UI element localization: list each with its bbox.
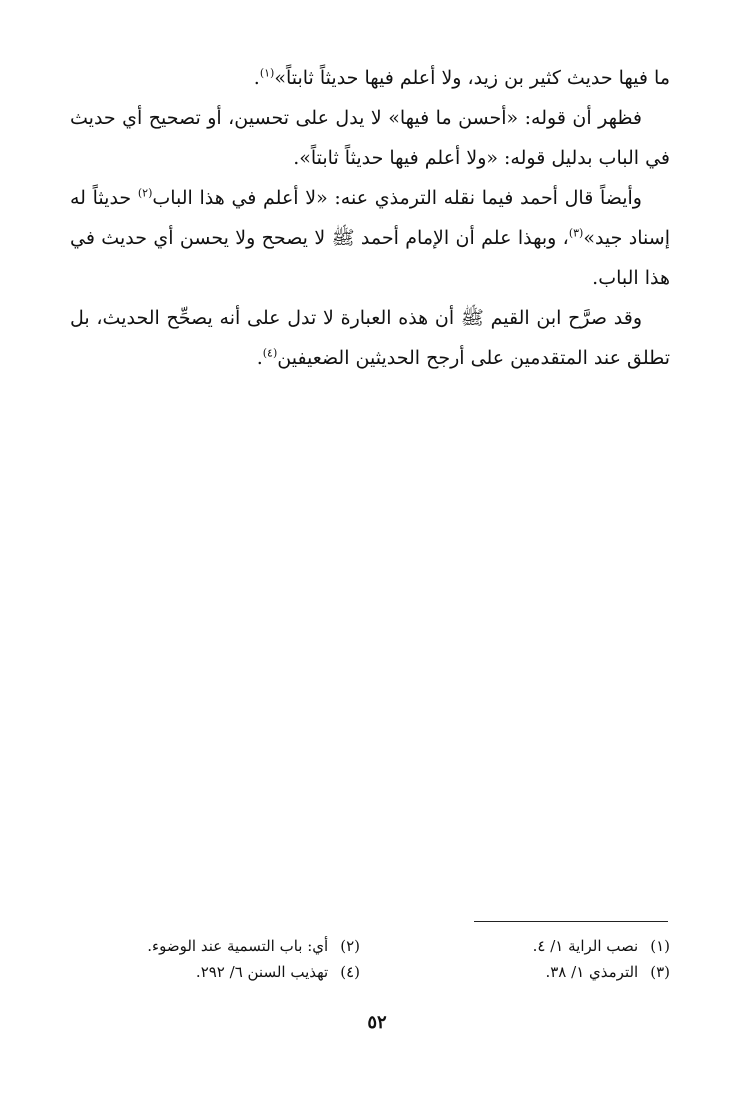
paragraph-3-text-c: ، وبهذا علم أن الإمام أحمد ﷺ لا يصحح ولا يحسن أي حديث في هذا الباب. [70, 227, 670, 289]
paragraph-4 [70, 298, 670, 378]
paragraph-1-end: . [253, 67, 260, 89]
footnote-number: (٤) [340, 963, 360, 981]
footnote-ref-4: (٤) [262, 346, 278, 360]
paragraph-4-end: . [256, 347, 263, 369]
footnote-ref-1: (١) [259, 66, 275, 80]
footnote-2 [147, 936, 360, 956]
page-number: ٥٢ [367, 1012, 387, 1033]
footnote-1 [533, 936, 670, 956]
footnote-text: أي: باب التسمية عند الوضوء. [147, 937, 329, 955]
footnote-separator [474, 921, 668, 922]
footnote-text: تهذيب السنن ٦/ ٢٩٢. [195, 963, 329, 981]
paragraph-2-text: فظهر أن قوله: «أحسن ما فيها» لا يدل على تحسين، أو تصحيح أي حديث في الباب بدليل قوله: «ولا أعلم فيها حديثاً ثابتاً». [70, 107, 670, 169]
paragraph-3-text-b: حديثاً له إسناد جيد» [70, 187, 670, 249]
footnote-number: (٣) [650, 963, 670, 981]
paragraph-3 [70, 178, 670, 298]
footnote-text: نصب الراية ١/ ٤. [532, 937, 639, 955]
footnote-text: الترمذي ١/ ٣٨. [545, 963, 639, 981]
footnote-ref-2: (٢) [137, 186, 153, 200]
paragraph-4-text: وقد صرَّح ابن القيم ﷺ أن هذه العبارة لا تدل على أنه يصحِّح الحديث، بل تطلق عند المتقدمين على أرجح الحديثين الضعيفين [70, 307, 670, 369]
footnote-3 [545, 962, 670, 982]
footnote-4 [196, 962, 360, 982]
paragraph-1-text: ما فيها حديث كثير بن زيد، ولا أعلم فيها حديثاً ثابتاً» [274, 67, 670, 89]
paragraph-1 [70, 58, 670, 98]
paragraph-2 [70, 98, 670, 178]
footnote-number: (١) [650, 937, 670, 955]
paragraph-3-text-a: وأيضاً قال أحمد فيما نقله الترمذي عنه: «لا أعلم في هذا الباب [152, 187, 642, 209]
footnote-ref-3: (٣) [568, 226, 584, 240]
footnote-number: (٢) [340, 937, 360, 955]
main-text [70, 58, 670, 378]
